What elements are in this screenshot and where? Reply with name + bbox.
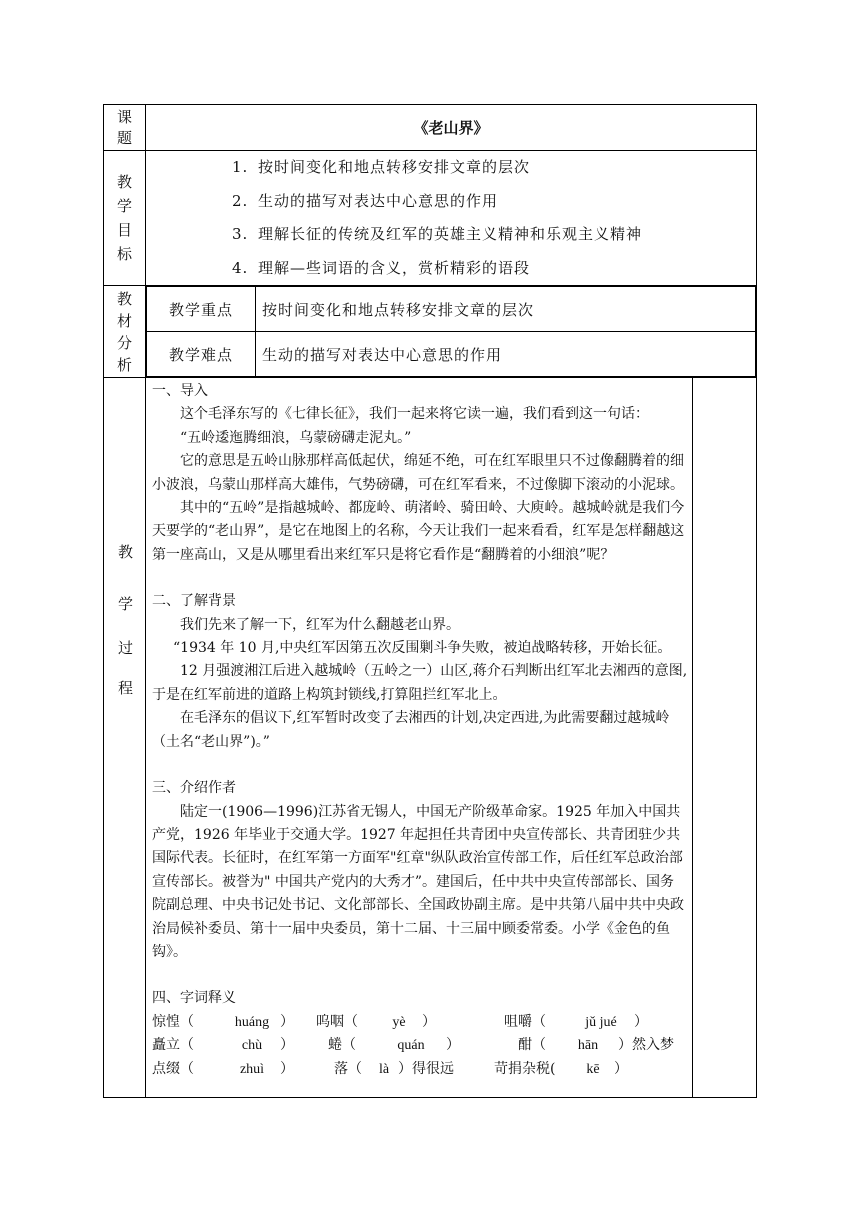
key-point-value: 按时间变化和地点转移安排文章的层次 bbox=[256, 287, 756, 332]
poem-line: “五岭逶迤腾细浪，乌蒙磅礴走泥丸。” bbox=[180, 429, 412, 446]
vocab-row: 惊惶（ huáng ） 呜咽（ yè ） 咀嚼（ jǔ jué ） bbox=[152, 1013, 648, 1030]
paragraph: 这个毛泽东写的《七律长征》，我们一起来将它读一遍，我们看到这一句话： bbox=[180, 406, 649, 423]
key-point-row bbox=[147, 287, 756, 332]
analysis-cell bbox=[146, 286, 757, 378]
section-heading: 三、介绍作者 bbox=[152, 780, 236, 797]
analysis-row bbox=[104, 286, 757, 378]
process-content bbox=[146, 378, 693, 1098]
goals-label: 教 学 目 标 bbox=[104, 151, 146, 286]
vocab-row: 矗立（ chù ） 蜷（ quán ） 酣（ hān ）然入梦 bbox=[152, 1037, 674, 1054]
paragraph: 陆定一(1906—1996)江苏省无锡人，中国无产阶级革命家。1925 年加入中国共产党，1926 年毕业于交通大学。1927 年起担任共青团中央宣传部长、共青团驻少共国际代表。长征时，在红军第一方面军"红章"纵队政治宣传部工作，后任红军总政治部宣传部长。被誉为" 中国共产党内的大秀才”。建国后，任中共中央宣传部部长、国务院副总理、中央书记处书记、文化部部长、全国政协副主席。是中共第八届中共中央政治局候补委员、第十一届中央委员，第十二届、十三届中顾委常委。小学《金色的鱼钩》。 bbox=[152, 803, 684, 960]
goals-row bbox=[104, 151, 757, 286]
lesson-plan-table bbox=[103, 104, 757, 1098]
paragraph: 其中的“五岭”是指越城岭、都庞岭、萌渚岭、骑田岭、大庾岭。越城岭就是我们今天要学的“老山界”，是它在地图上的名称，今天让我们一起来看看，红军是怎样翻越这第一座高山，又是从哪里看出来红军只是将它看作是“翻腾着的小细浪”呢？ bbox=[152, 500, 685, 563]
vocab-list bbox=[152, 1011, 688, 1081]
paragraph: 它的意思是五岭山脉那样高低起伏，绵延不绝，可在红军眼里只不过像翻腾着的细小波浪，乌蒙山那样高大雄伟，气势磅礴，可在红军看来，不过像脚下滚动的小泥球。 bbox=[152, 453, 684, 493]
paragraph: “1934 年 10 月,中央红军因第五次反围剿斗争失败，被迫战略转移，开始长征。 bbox=[173, 640, 672, 657]
goal-item: 2. 生动的描写对表达中心意思的作用 bbox=[232, 191, 499, 210]
lesson-title: 《老山界》 bbox=[146, 105, 757, 151]
difficulty-label: 教学难点 bbox=[147, 332, 256, 377]
analysis-table bbox=[146, 286, 756, 377]
section-heading: 二、了解背景 bbox=[152, 593, 236, 610]
goal-item: 3. 理解长征的传统及红军的英雄主义精神和乐观主义精神 bbox=[232, 225, 643, 243]
topic-label: 课 题 bbox=[104, 105, 146, 151]
goal-item: 1. 按时间变化和地点转移安排文章的层次 bbox=[232, 158, 531, 176]
difficulty-value: 生动的描写对表达中心意思的作用 bbox=[256, 332, 756, 377]
topic-row bbox=[104, 105, 757, 151]
goals-list bbox=[146, 151, 757, 286]
process-row bbox=[104, 378, 757, 1098]
vocab-row: 点缀（ zhuì ） 落（ là ）得很远 苛捐杂税( kē ） bbox=[152, 1060, 628, 1077]
section-heading: 一、导入 bbox=[152, 383, 208, 399]
section-heading: 四、字词释义 bbox=[152, 990, 236, 1007]
process-label: 教 学 过 程 bbox=[104, 378, 146, 1098]
paragraph: 在毛泽东的倡议下,红军暂时改变了去湘西的计划,决定西进,为此需要翻过越城岭（土名“老山界”)。” bbox=[152, 710, 670, 750]
analysis-label: 教 材 分 析 bbox=[104, 286, 146, 378]
difficulty-row bbox=[147, 332, 756, 377]
goal-item: 4. 理解—些词语的含义，赏析精彩的语段 bbox=[232, 258, 531, 277]
key-point-label: 教学重点 bbox=[147, 287, 256, 332]
paragraph: 我们先来了解一下，红军为什么翻越老山界。 bbox=[180, 616, 460, 633]
notes-column bbox=[693, 378, 757, 1098]
paragraph: 12 月强渡湘江后进入越城岭（五岭之一）山区,蒋介石判断出红军北去湘西的意图,于是在红军前进的道路上构筑封锁线,打算阻拦红军北上。 bbox=[152, 663, 688, 703]
